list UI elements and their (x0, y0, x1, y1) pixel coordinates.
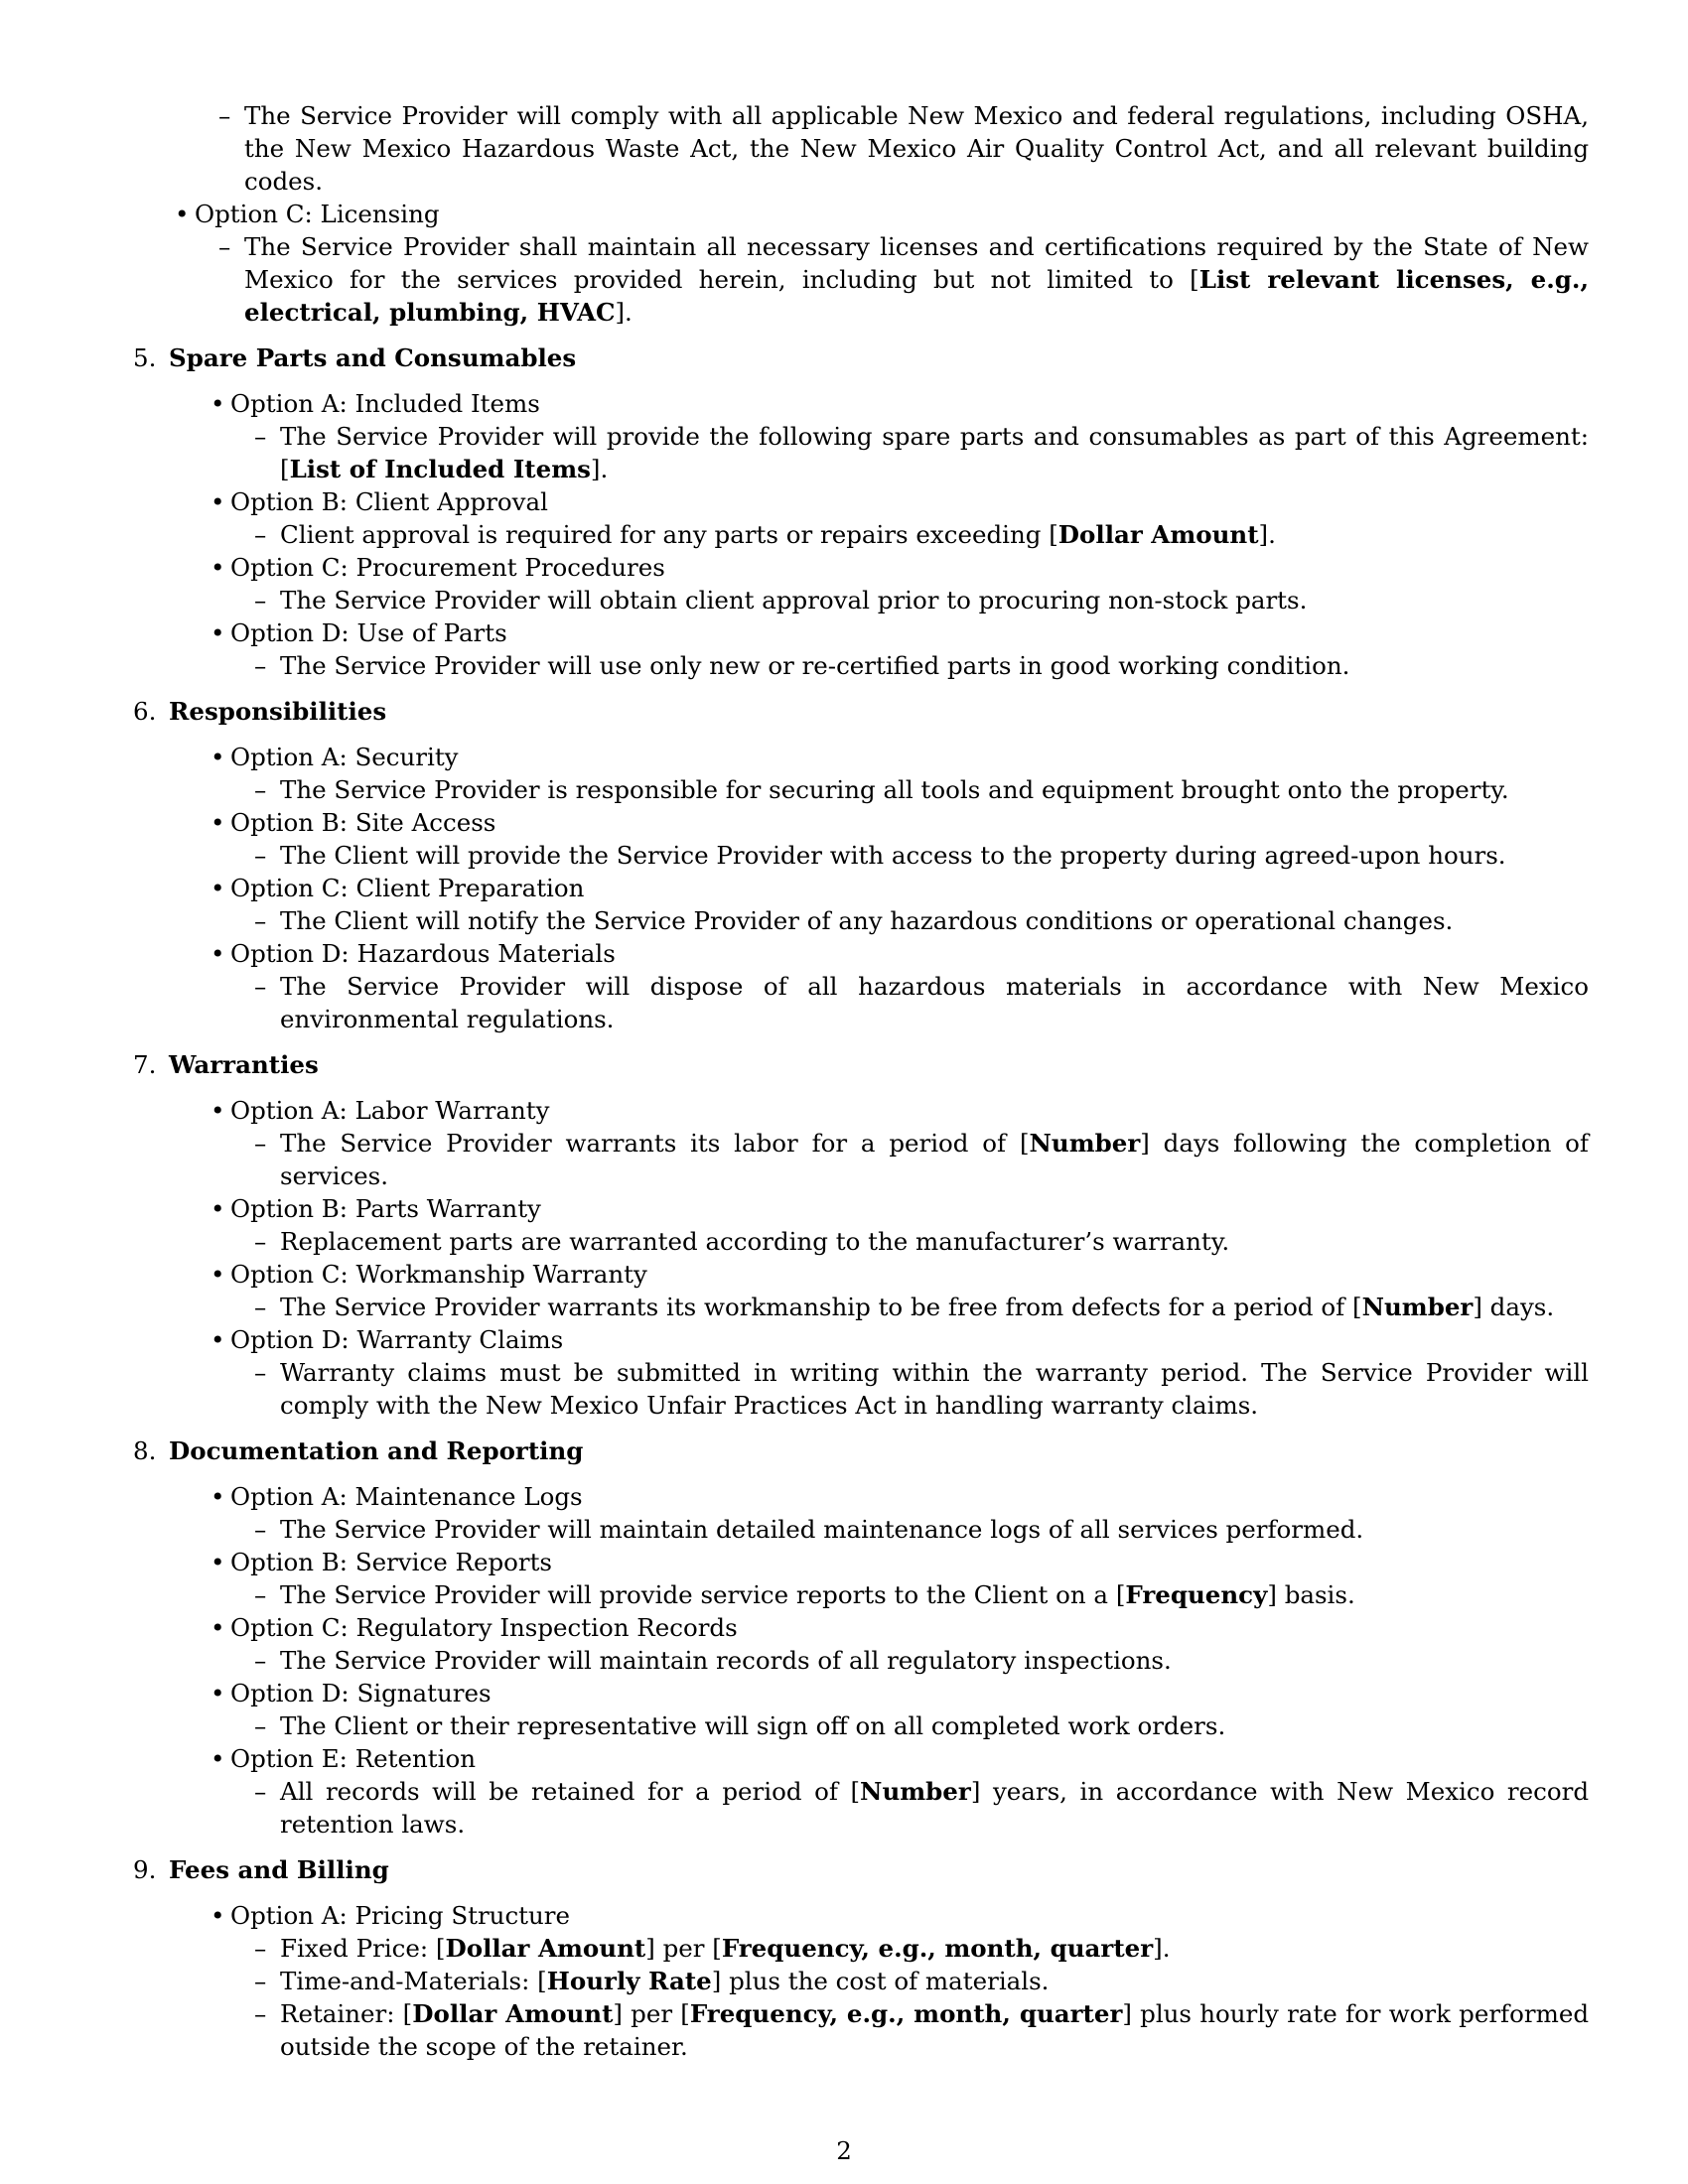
sub-item (169, 584, 1589, 616)
sub-item (169, 1644, 1589, 1677)
sub-item (169, 1127, 1589, 1192)
option-label: Option C: Licensing (195, 200, 440, 228)
placeholder-field: Frequency, e.g., month, quarter (721, 1934, 1154, 1963)
option-item (133, 198, 1589, 329)
bullet-marker: • (211, 1194, 225, 1223)
option-label: Option A: Maintenance Logs (230, 1482, 583, 1511)
section-number: 5. (133, 343, 157, 372)
section (133, 1853, 1589, 2063)
sub-item (169, 773, 1589, 806)
dash-marker: – (254, 1227, 267, 1256)
option-label-row (169, 1546, 1589, 1578)
option-label: Option B: Client Approval (230, 487, 548, 516)
option-item (169, 1323, 1589, 1422)
page-number: 2 (836, 2136, 852, 2165)
option-label: Option E: Retention (230, 1744, 476, 1773)
option-label: Option C: Regulatory Inspection Records (230, 1613, 738, 1642)
option-label-row (169, 616, 1589, 649)
option-list (169, 1480, 1589, 1841)
text-run: The Service Provider will dispose of all hazardous materials in accordance with New Mexico environmental regulations. (280, 972, 1589, 1033)
text-run: The Service Provider shall maintain all necessary licenses and certifications required by the State of New Mexico for the services provided herein, including but not limited to [ (244, 232, 1589, 294)
option-label: Option A: Security (230, 743, 459, 771)
option-label: Option C: Client Preparation (230, 874, 585, 902)
dash-marker: – (254, 1777, 267, 1806)
section (133, 695, 1589, 1035)
bullet-marker: • (211, 1744, 225, 1773)
bullet-marker: • (211, 939, 225, 968)
sub-item (169, 1356, 1589, 1422)
dash-marker: – (254, 586, 267, 614)
text-run: ] years, in accordance with New Mexico record retention laws. (280, 1777, 1589, 1839)
text-run: Replacement parts are warranted according to the manufacturer’s warranty. (280, 1227, 1230, 1256)
text-run: ] days following the completion of services. (280, 1129, 1590, 1190)
option-list (169, 387, 1589, 682)
dash-marker: – (254, 1358, 267, 1387)
text-run: ]. (1153, 1934, 1171, 1963)
sub-item (169, 1965, 1589, 1997)
sub-item (169, 1932, 1589, 1965)
option-label: Option B: Service Reports (230, 1548, 553, 1576)
placeholder-field: Number (1361, 1293, 1474, 1321)
bullet-marker: • (211, 487, 225, 516)
dash-marker: – (254, 1646, 267, 1675)
option-label: Option A: Pricing Structure (230, 1901, 571, 1930)
placeholder-field: Frequency (1125, 1580, 1268, 1609)
section-number: 9. (133, 1855, 157, 1884)
dash-marker: – (254, 1129, 267, 1158)
dash-marker: – (254, 1999, 267, 2028)
placeholder-field: Number (860, 1777, 971, 1806)
bullet-marker: • (211, 1613, 225, 1642)
section-number: 7. (133, 1050, 157, 1079)
bullet-marker: • (211, 1096, 225, 1125)
option-item (169, 1480, 1589, 1546)
option-item (169, 1192, 1589, 1258)
option-list (169, 1899, 1589, 2063)
sub-item (169, 1291, 1589, 1323)
section-number: 6. (133, 697, 157, 726)
sub-item (169, 904, 1589, 937)
text-run: ] basis. (1267, 1580, 1355, 1609)
placeholder-field: Dollar Amount (412, 1999, 614, 2028)
sub-item (169, 1225, 1589, 1258)
placeholder-field: Number (1029, 1129, 1141, 1158)
option-label: Option C: Procurement Procedures (230, 553, 665, 582)
placeholder-field: Frequency, e.g., month, quarter (689, 1999, 1123, 2028)
section-title: Spare Parts and Consumables (169, 343, 577, 372)
option-label: Option D: Signatures (230, 1679, 492, 1707)
option-item (169, 1611, 1589, 1677)
option-label-row (169, 387, 1589, 420)
option-item (169, 1094, 1589, 1192)
text-run: ] days. (1473, 1293, 1555, 1321)
text-run: All records will be retained for a period of [ (280, 1777, 861, 1806)
text-run: ]. (1258, 520, 1276, 549)
text-run: Time-and-Materials: [ (280, 1967, 547, 1995)
bullet-marker: • (211, 1260, 225, 1289)
dash-marker: – (218, 232, 231, 261)
option-label: Option A: Labor Warranty (230, 1096, 550, 1125)
option-item (169, 806, 1589, 872)
dash-marker: – (254, 422, 267, 451)
option-label: Option D: Use of Parts (230, 618, 507, 647)
section-title: Documentation and Reporting (169, 1436, 584, 1465)
placeholder-field: Dollar Amount (445, 1934, 646, 1963)
option-item (169, 872, 1589, 937)
option-label-row (169, 485, 1589, 518)
section (133, 1434, 1589, 1841)
text-run: ] plus hourly rate for work performed outside the scope of the retainer. (280, 1999, 1590, 2061)
option-label-row (169, 872, 1589, 904)
text-run: The Service Provider will maintain detailed maintenance logs of all services performed. (280, 1515, 1364, 1544)
text-run: The Service Provider will obtain client approval prior to procuring non-stock parts. (280, 586, 1308, 614)
text-run: ]. (590, 455, 609, 483)
section-title: Responsibilities (169, 697, 387, 726)
placeholder-field: Dollar Amount (1057, 520, 1259, 549)
option-item (169, 937, 1589, 1035)
option-item (169, 741, 1589, 806)
text-run: The Service Provider will maintain records of all regulatory inspections. (280, 1646, 1172, 1675)
placeholder-field: Hourly Rate (546, 1967, 712, 1995)
option-label-row (169, 1258, 1589, 1291)
option-label: Option D: Warranty Claims (230, 1325, 564, 1354)
sub-item (169, 420, 1589, 485)
option-label-row (169, 551, 1589, 584)
dash-marker: – (254, 1515, 267, 1544)
option-label: Option B: Parts Warranty (230, 1194, 541, 1223)
text-run: The Service Provider is responsible for securing all tools and equipment brought onto the property. (280, 775, 1509, 804)
bullet-marker: • (211, 1679, 225, 1707)
option-label: Option B: Site Access (230, 808, 496, 837)
text-run: The Service Provider will provide service reports to the Client on a [ (280, 1580, 1126, 1609)
bullet-marker: • (211, 808, 225, 837)
dash-marker: – (254, 906, 267, 935)
dash-marker: – (218, 101, 231, 130)
bullet-marker: • (175, 200, 190, 228)
sub-item (169, 1513, 1589, 1546)
dash-marker: – (254, 651, 267, 680)
dash-marker: – (254, 841, 267, 870)
bullet-marker: • (211, 874, 225, 902)
section-title: Warranties (169, 1050, 319, 1079)
option-label-row (133, 198, 1589, 230)
dash-marker: – (254, 972, 267, 1001)
section-number: 8. (133, 1436, 157, 1465)
text-run: Client approval is required for any parts or repairs exceeding [ (280, 520, 1058, 549)
sub-item (169, 518, 1589, 551)
dash-marker: – (254, 1293, 267, 1321)
sub-item (133, 230, 1589, 329)
option-item (169, 1742, 1589, 1841)
text-run: The Client or their representative will sign off on all completed work orders. (280, 1711, 1226, 1740)
bullet-marker: • (211, 1548, 225, 1576)
text-run: The Client will provide the Service Provider with access to the property during agreed-upon hours. (280, 841, 1506, 870)
option-item (169, 1546, 1589, 1611)
bullet-marker: • (211, 1325, 225, 1354)
dash-marker: – (254, 1934, 267, 1963)
option-list (169, 741, 1589, 1035)
option-label-row (169, 1323, 1589, 1356)
dash-marker: – (254, 1711, 267, 1740)
option-item (169, 616, 1589, 682)
section (133, 1048, 1589, 1422)
option-label: Option A: Included Items (230, 389, 540, 418)
option-label-row (169, 1480, 1589, 1513)
text-run: ] plus the cost of materials. (711, 1967, 1050, 1995)
text-run: Fixed Price: [ (280, 1934, 446, 1963)
option-item (169, 1677, 1589, 1742)
sub-item (169, 1709, 1589, 1742)
continued-section (133, 99, 1589, 329)
text-run: ] per [ (613, 1999, 690, 2028)
dash-marker: – (254, 1580, 267, 1609)
section-title: Fees and Billing (169, 1855, 389, 1884)
option-item (169, 387, 1589, 485)
option-label-row (169, 1094, 1589, 1127)
sub-item (169, 839, 1589, 872)
text-run: The Service Provider warrants its labor for a period of [ (280, 1129, 1030, 1158)
bullet-marker: • (211, 1482, 225, 1511)
sub-item (133, 99, 1589, 198)
text-run: The Client will notify the Service Provider of any hazardous conditions or operational changes. (280, 906, 1454, 935)
text-run: ] per [ (645, 1934, 722, 1963)
option-item (169, 1899, 1589, 2063)
dash-marker: – (254, 1967, 267, 1995)
option-list (169, 1094, 1589, 1422)
sub-item (169, 1775, 1589, 1841)
bullet-marker: • (211, 618, 225, 647)
text-run: ]. (615, 298, 633, 327)
option-label-row (169, 937, 1589, 970)
document-body (133, 99, 1589, 2063)
sub-item (169, 1578, 1589, 1611)
dash-marker: – (254, 775, 267, 804)
bullet-marker: • (211, 743, 225, 771)
option-label: Option D: Hazardous Materials (230, 939, 616, 968)
option-label-row (169, 1899, 1589, 1932)
sub-item (169, 1997, 1589, 2063)
placeholder-field: List of Included Items (289, 455, 591, 483)
text-run: The Service Provider will use only new or re-certified parts in good working condition. (280, 651, 1350, 680)
option-label: Option C: Workmanship Warranty (230, 1260, 647, 1289)
option-label-row (169, 741, 1589, 773)
dash-marker: – (254, 520, 267, 549)
text-run: The Service Provider warrants its workmanship to be free from defects for a period of [ (280, 1293, 1362, 1321)
option-label-row (169, 806, 1589, 839)
text-run: Retainer: [ (280, 1999, 413, 2028)
sub-item (169, 970, 1589, 1035)
option-label-row (169, 1611, 1589, 1644)
text-run: The Service Provider will provide the following spare parts and consumables as part of this Agreement: [ (280, 422, 1589, 483)
bullet-marker: • (211, 389, 225, 418)
option-item (169, 1258, 1589, 1323)
option-item (169, 485, 1589, 551)
placeholder-field: List relevant licenses, e.g., electrical, plumbing, HVAC (244, 265, 1589, 327)
bullet-marker: • (211, 553, 225, 582)
section (133, 341, 1589, 682)
text-run: Warranty claims must be submitted in writing within the warranty period. The Service Provider will comply with the New Mexico Unfair Practices Act in handling warranty claims. (280, 1358, 1589, 1420)
option-label-row (169, 1742, 1589, 1775)
section-list (133, 341, 1589, 2063)
option-label-row (169, 1192, 1589, 1225)
bullet-marker: • (211, 1901, 225, 1930)
sub-item (169, 649, 1589, 682)
option-item (169, 551, 1589, 616)
text-run: The Service Provider will comply with all applicable New Mexico and federal regulations, including OSHA, the New Mexico Hazardous Waste Act, the New Mexico Air Quality Control Act, and all relevant building codes. (244, 101, 1589, 196)
option-label-row (169, 1677, 1589, 1709)
